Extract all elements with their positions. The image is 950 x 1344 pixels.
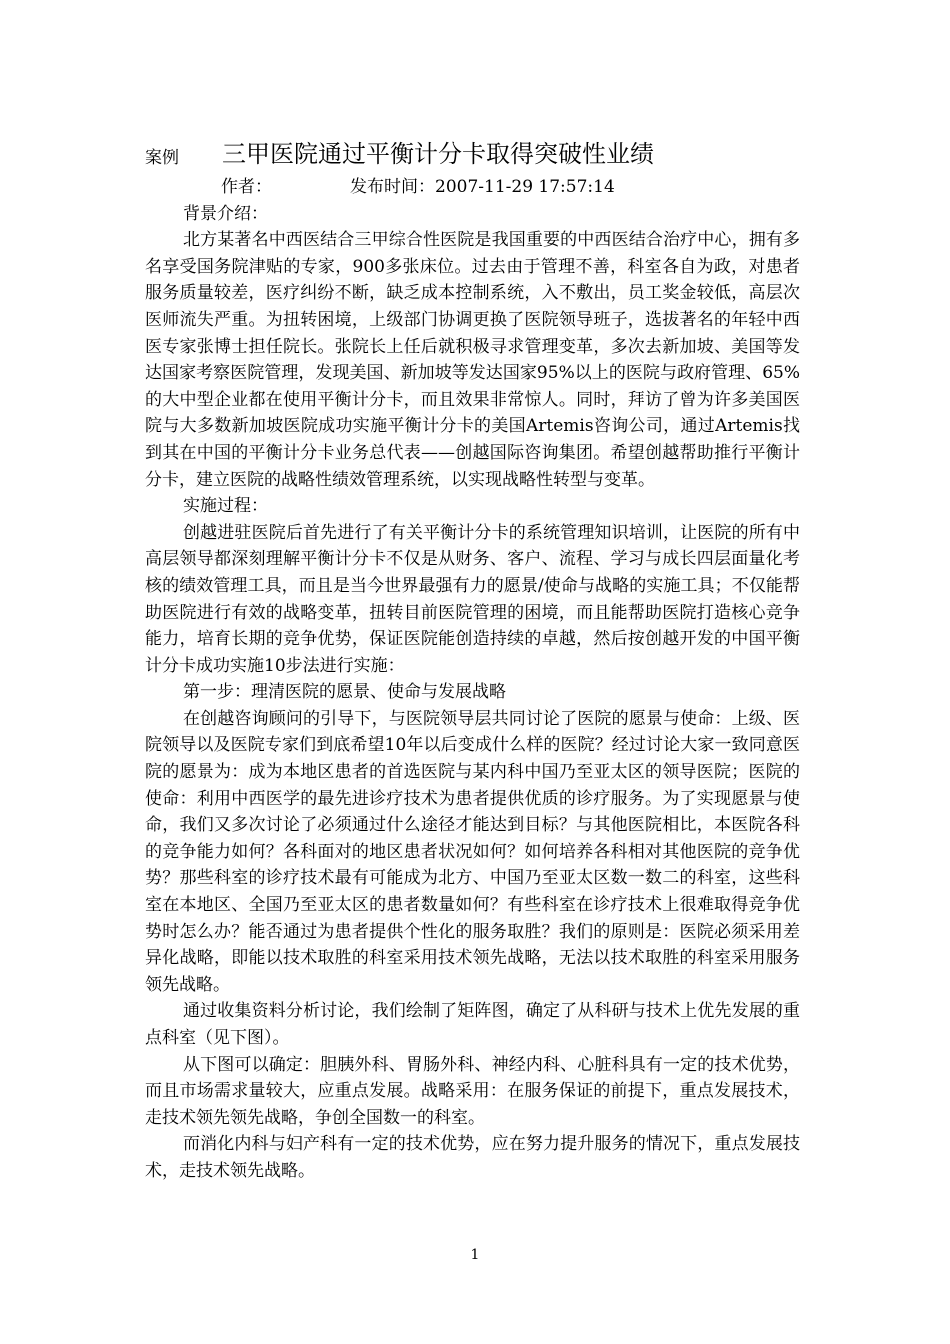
section-heading-background: 背景介绍： — [183, 203, 268, 224]
paragraph-matrix: 通过收集资料分析讨论，我们绘制了矩阵图，确定了从科研与技术上优先发展的重点科室（见下图）。 — [145, 1001, 800, 1048]
paragraph-step-one: 在创越咨询顾问的引导下，与医院领导层共同讨论了医院的愿景与使命：上级、医院领导以及医院专家们到底希望10年以后变成什么样的医院？经过讨论大家一致同意医院的愿景为：成为本地区患者的首选医院与某内科中国乃至亚太区的领导医院；医院的使命：利用中西医学的最先进诊疗技术为患者提供优质的诊疗服务。为了实现愿景与使命，我们又多次讨论了必须通过什么途径才能达到目标？与其他医院相比，本医院各科的竞争能力如何？各科面对的地区患者状况如何？如何培养各科相对其他医院的竞争优势？那些科室的诊疗技术最有可能成为北方、中国乃至亚太区数一数二的科室，这些科室在本地区、全国乃至亚太区的患者数量如何？有些科室在诊疗技术上很难取得竞争优势时怎么办？能否通过为患者提供个性化的服务取胜？我们的原则是：医院必须采用差异化战略，即能以技术取胜的科室采用技术领先战略，无法以技术取胜的科室采用服务领先战略。 — [145, 708, 800, 995]
step-one-heading: 第一步：理清医院的愿景、使命与发展战略 — [183, 682, 506, 703]
publish-time: 发布时间：2007-11-29 17:57:14 — [350, 177, 615, 197]
page-title: 三甲医院通过平衡计分卡取得突破性业绩 — [222, 140, 654, 168]
paragraph-background: 北方某著名中西医结合三甲综合性医院是我国重要的中西医结合治疗中心，拥有多名享受国务院津贴的专家，900多张床位。过去由于管理不善，科室各自为政，对患者服务质量较差，医疗纠纷不断，缺乏成本控制系统，入不敷出，员工奖金较低，高层次医师流失严重。为扭转困境，上级部门协调更换了医院领导班子，选拔著名的年轻中西医专家张博士担任院长。张院长上任后就积极寻求管理变革，多次去新加坡、美国等发达国家考察医院管理，发现美国、新加坡等发达国家95%以上的医院与政府管理、65%的大中型企业都在使用平衡计分卡，而且效果非常惊人。同时，拜访了曾为许多美国医院与大多数新加坡医院成功实施平衡计分卡的美国Artemis咨询公司，通过Artemis找到其在中国的平衡计分卡业务总代表——创越国际咨询集团。希望创越帮助推行平衡计分卡，建立医院的战略性绩效管理系统，以实现战略性转型与变革。 — [145, 230, 800, 490]
paragraph-digestive: 而消化内科与妇产科有一定的技术优势，应在努力提升服务的情况下，重点发展技术，走技术领先战略。 — [145, 1134, 800, 1181]
paragraph-process: 创越进驻医院后首先进行了有关平衡计分卡的系统管理知识培训，让医院的所有中高层领导都深刻理解平衡计分卡不仅是从财务、客户、流程、学习与成长四层面量化考核的绩效管理工具，而且是当今世界最强有力的愿景/使命与战略的实施工具；不仅能帮助医院进行有效的战略变革，扭转目前医院管理的困境，而且能帮助医院打造核心竞争能力，培育长期的竞争优势，保证医院能创造持续的卓越，然后按创越开发的中国平衡计分卡成功实施10步法进行实施： — [145, 522, 800, 676]
section-heading-process: 实施过程： — [183, 496, 268, 517]
paragraph-key-departments: 从下图可以确定：胆胰外科、胃肠外科、神经内科、心脏科具有一定的技术优势，而且市场需求量较大，应重点发展。战略采用：在服务保证的前提下，重点发展技术，走技术领先领先战略，争创全国数一的科室。 — [145, 1054, 800, 1128]
case-label: 案例 — [145, 148, 179, 168]
title-row — [145, 134, 800, 168]
page-number: 1 — [470, 1247, 480, 1263]
author-label: 作者： — [221, 177, 272, 197]
article-body — [145, 174, 800, 1185]
meta-line — [145, 174, 800, 201]
